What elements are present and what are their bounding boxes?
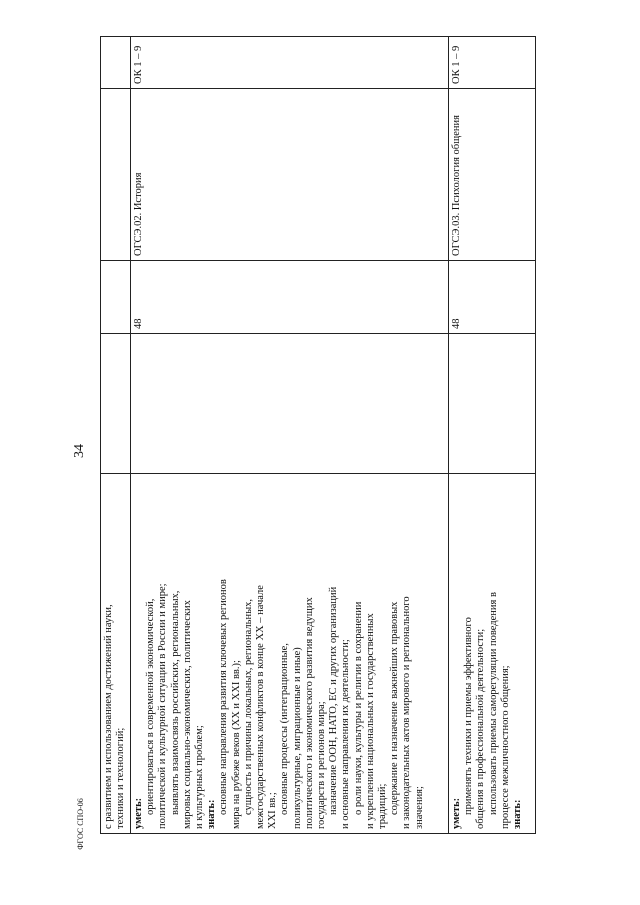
- empty-cell: [449, 334, 536, 474]
- footer-code: ФГОС СПО-06: [76, 798, 85, 850]
- hours-cell: 48: [131, 261, 449, 334]
- section-label: знать:: [512, 799, 524, 829]
- table-body: [101, 37, 536, 834]
- requirements-cell: [449, 474, 536, 834]
- requirement-line: общения в профессиональной деятельности;: [475, 628, 487, 829]
- requirement-line: техники и технологий;: [115, 727, 127, 829]
- requirement-line: межгосударственных конфликтов в конце XX – начале: [255, 585, 267, 829]
- requirement-line: традиций;: [377, 783, 389, 829]
- requirement-line: основные направления развития ключевых регионов: [218, 579, 230, 815]
- requirement-line: применять техники и приемы эффективного: [463, 617, 475, 815]
- requirement-line: и законодательных актов мирового и регионального: [401, 596, 413, 829]
- requirement-line: и укреплении национальных и государственных: [364, 613, 376, 829]
- competencies-cell: ОК 1 – 9: [131, 37, 449, 89]
- requirement-line: XXI вв.;: [267, 792, 279, 829]
- requirement-line: ориентироваться в современной экономической,: [145, 598, 157, 815]
- requirement-line: и основные направления их деятельности;: [340, 639, 352, 829]
- requirement-line: государств и регионов мира;: [316, 701, 328, 829]
- competencies-cell: ОК 1 – 9: [449, 37, 536, 89]
- empty-cell: [101, 334, 131, 474]
- section-label: знать:: [206, 799, 218, 829]
- requirement-line: процессе межличностного общения;: [499, 665, 511, 829]
- requirement-line: сущность и причины локальных, региональных,: [242, 598, 254, 815]
- table-row: [131, 37, 449, 834]
- requirement-line: использовать приемы саморегуляции поведения в: [487, 592, 499, 815]
- hours-cell: 48: [449, 261, 536, 334]
- requirement-line: политической и культурной ситуации в России и мире;: [157, 583, 169, 829]
- requirement-line: содержание и назначение важнейших правовых: [389, 601, 401, 815]
- requirements-cell: [131, 474, 449, 834]
- requirement-line: о роли науки, культуры и религии в сохранении: [352, 601, 364, 815]
- table-row: [449, 37, 536, 834]
- requirement-line: с развитием и использованием достижений науки,: [103, 604, 114, 829]
- requirement-line: назначение ООН, НАТО, ЕС и других организаций: [328, 586, 340, 815]
- requirement-line: политического и экономического развития ведущих: [303, 597, 315, 829]
- rotated-table-container: [100, 37, 535, 834]
- section-label: уметь:: [133, 797, 144, 829]
- requirement-line: значения;: [413, 786, 425, 829]
- requirement-line: и культурных проблем;: [194, 725, 206, 829]
- requirement-line: мировых социально-экономических, политических: [181, 600, 193, 829]
- empty-cell: [131, 334, 449, 474]
- requirement-line: мира на рубеже веков (XX и XXI вв.);: [230, 660, 242, 829]
- hours-cell: [101, 261, 131, 334]
- section-label: уметь:: [451, 797, 462, 829]
- curriculum-table: [100, 36, 536, 834]
- competencies-cell: [101, 37, 131, 89]
- discipline-cell: [101, 89, 131, 261]
- page-number: 34: [72, 444, 87, 458]
- table-row: [101, 37, 131, 834]
- requirement-line: основные процессы (интеграционные,: [279, 643, 291, 815]
- requirement-line: поликультурные, миграционные и иные): [291, 647, 303, 829]
- requirements-cell: [101, 474, 131, 834]
- requirement-line: выявлять взаимосвязь российских, региональных,: [169, 590, 181, 815]
- discipline-cell: ОГСЭ.03. Психология общения: [449, 89, 536, 261]
- discipline-cell: ОГСЭ.02. История: [131, 89, 449, 261]
- document-sheet: [100, 37, 535, 834]
